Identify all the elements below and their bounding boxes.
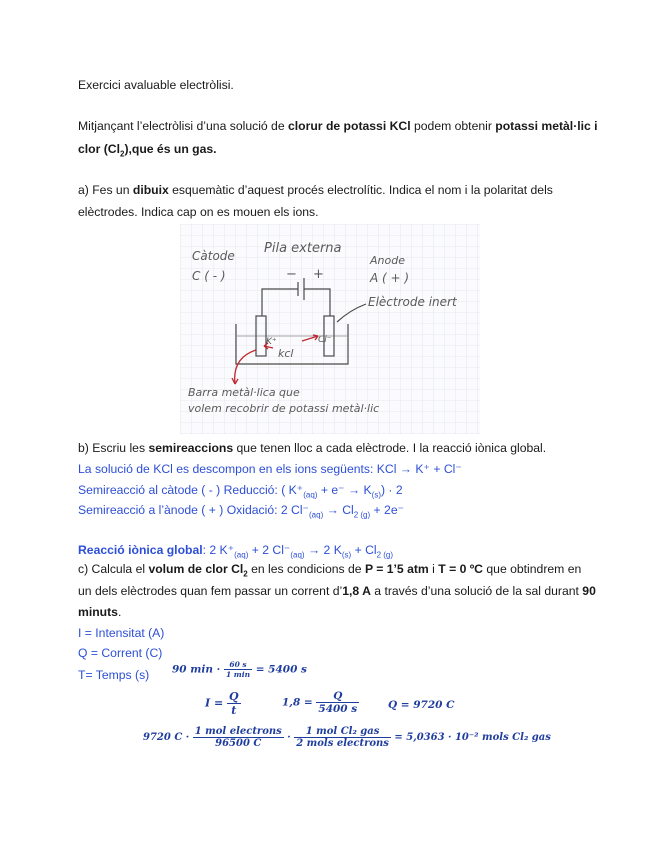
sketch-inert: Elèctrode inert bbox=[368, 295, 457, 309]
part-c-bold-1: volum de clor Cl bbox=[148, 562, 244, 576]
part-c-line-3 bbox=[78, 605, 121, 619]
part-c-l2d: 90 bbox=[582, 584, 596, 598]
time-definition: T= Temps (s) bbox=[78, 668, 150, 682]
ion-dissociation: La solució de KCl es descompon en els ions següents: KCl → K⁺ + Cl⁻ bbox=[78, 462, 462, 476]
sketch-plus: + bbox=[313, 267, 324, 282]
mol-calc-start: 9720 C · bbox=[143, 732, 190, 743]
intro-clor: clor (Cl bbox=[78, 142, 120, 156]
eq-i-fraction bbox=[227, 690, 241, 717]
part-b-line-1 bbox=[78, 441, 546, 455]
eq-i-num: Q bbox=[229, 690, 239, 703]
part-a-line-1 bbox=[78, 183, 553, 197]
time-conversion bbox=[172, 660, 307, 679]
sketch-kplus: K⁺ bbox=[266, 337, 277, 347]
eq-2-fraction bbox=[316, 690, 359, 715]
cathode-half-reaction bbox=[78, 483, 403, 500]
anode-a: Semireacció a l’ànode ( + ) Oxidació: 2 Cl⁻ bbox=[78, 503, 309, 517]
global-sub-1: (aq) bbox=[234, 550, 249, 560]
sketch-note-2: volem recobrir de potassi metàl·lic bbox=[188, 402, 380, 415]
part-c-line-2 bbox=[78, 584, 596, 598]
cathode-c: + e⁻ → K bbox=[317, 483, 372, 497]
intro-text-2: podem obtenir bbox=[410, 119, 496, 133]
part-b-text: b) Escriu les bbox=[78, 441, 149, 455]
intro-text: Mitjançant l’electròlisi d’una solució de bbox=[78, 119, 289, 133]
eq-i-den: t bbox=[231, 704, 237, 717]
part-c-bold-3: T = 0 ºC bbox=[438, 562, 483, 576]
part-a-bold: dibuix bbox=[132, 183, 169, 197]
mol-calc-f2-num: 1 mol Cl₂ gas bbox=[294, 726, 391, 738]
part-c-line-1 bbox=[78, 562, 582, 579]
intro-sub: 2 bbox=[119, 149, 125, 159]
eq-2-lhs: 1,8 = bbox=[282, 696, 313, 709]
cathode-sub-1: (aq) bbox=[303, 490, 318, 500]
anode-c: → Cl bbox=[323, 503, 354, 517]
part-c-text-4: que obtindrem en bbox=[483, 562, 582, 576]
part-c-text-3: i bbox=[428, 562, 439, 576]
mol-calc-fraction-1 bbox=[193, 726, 284, 749]
charge-definition: Q = Corrent (C) bbox=[78, 646, 163, 660]
global-c: + 2 Cl⁻ bbox=[248, 543, 291, 557]
sketch-clminus: Cl⁻ bbox=[318, 335, 332, 345]
eq-charge-result: Q = 9720 C bbox=[388, 699, 455, 711]
sketch-catode-word: Càtode bbox=[192, 249, 235, 263]
electrolysis-sketch bbox=[180, 224, 480, 434]
mol-calc-dot: · bbox=[287, 732, 291, 743]
intro-line-2 bbox=[78, 142, 217, 159]
intro-line-1 bbox=[78, 119, 598, 133]
sketch-kcl: kcl bbox=[278, 347, 294, 360]
page-title: Exercici avaluable electròlisi. bbox=[78, 78, 234, 92]
anode-sub-1: (aq) bbox=[309, 510, 324, 520]
sketch-minus: − bbox=[286, 267, 297, 282]
mol-calc-f1-num: 1 mol electrons bbox=[194, 726, 282, 737]
global-a: : 2 K⁺ bbox=[202, 543, 235, 557]
global-g: + Cl bbox=[351, 543, 377, 557]
mol-calc-result: = 5,0363 · 10⁻² mols Cl₂ gas bbox=[394, 732, 551, 743]
part-c-l2c: a través d’una solució de la sal durant bbox=[370, 584, 583, 598]
part-c-text: c) Calcula el bbox=[78, 562, 149, 576]
part-c-l3: minuts bbox=[78, 605, 118, 619]
global-reaction bbox=[78, 543, 394, 560]
part-c-sub: 2 bbox=[243, 569, 248, 579]
cathode-e: ) · 2 bbox=[380, 483, 403, 497]
time-conv-result: = 5400 s bbox=[255, 663, 307, 676]
anode-sub-2: 2 (g) bbox=[353, 510, 371, 520]
sketch-anode-sign: A ( + ) bbox=[370, 271, 410, 285]
anode-e: + 2e⁻ bbox=[370, 503, 405, 517]
eq-i-lhs: I = bbox=[205, 696, 224, 710]
mol-calculation bbox=[143, 726, 551, 749]
mol-calc-f2-den: 2 mols electrons bbox=[296, 738, 389, 749]
cathode-sub-2: (s) bbox=[371, 490, 381, 500]
mol-calc-fraction-2 bbox=[294, 726, 391, 749]
mol-calc-f1-den: 96500 C bbox=[215, 738, 262, 749]
eq-2-num: Q bbox=[316, 690, 359, 703]
part-b-bold: semireaccions bbox=[148, 441, 234, 455]
intro-bold-potassi: potassi metàl·lic i bbox=[495, 119, 598, 133]
part-c-l2a: un dels elèctrodes quan fem passar un corrent d’ bbox=[78, 584, 343, 598]
time-conv-den: 1 min bbox=[225, 670, 251, 679]
eq-substitution bbox=[282, 690, 359, 715]
eq-intensity bbox=[205, 690, 241, 717]
eq-2-den: 5400 s bbox=[318, 703, 358, 715]
part-c-l2b: 1,8 A bbox=[342, 584, 371, 598]
intro-bold-kcl: clorur de potassi KCl bbox=[288, 119, 411, 133]
part-c-l3end: . bbox=[117, 605, 122, 619]
sketch-catode-sign: C ( - ) bbox=[192, 269, 226, 283]
part-a-text-2: esquemàtic d’aquest procés electrolític. Indica el nom i la polaritat dels bbox=[168, 183, 553, 197]
part-c-bold-2: P = 1’5 atm bbox=[364, 562, 429, 576]
global-sub-3: (s) bbox=[341, 550, 352, 560]
intro-gas: ),que és un gas. bbox=[124, 142, 217, 156]
part-a-line-2: elèctrodes. Indica cap on es mouen els ions. bbox=[78, 205, 319, 219]
global-sub-4: 2 (g) bbox=[376, 550, 394, 560]
intensity-definition: I = Intensitat (A) bbox=[78, 626, 165, 640]
part-b-text-2: que tenen lloc a cada elèctrode. I la reacció iònica global. bbox=[233, 441, 547, 455]
time-conv-fraction bbox=[224, 660, 252, 679]
anode-half-reaction bbox=[78, 503, 405, 520]
time-conv-a: 90 min · bbox=[172, 663, 221, 676]
part-a-text: a) Fes un bbox=[78, 183, 133, 197]
global-e: → 2 K bbox=[304, 543, 342, 557]
part-c-text-2: en les condicions de bbox=[247, 562, 365, 576]
sketch-pila: Pila externa bbox=[264, 241, 342, 256]
sketch-anode-word: Anode bbox=[370, 254, 405, 267]
cathode-a: Semireacció al càtode ( - ) Reducció: ( K⁺ bbox=[78, 483, 304, 497]
time-conv-num: 60 s bbox=[224, 660, 252, 670]
sketch-note-1: Barra metàl·lica que bbox=[188, 386, 300, 399]
global-label: Reacció iònica global bbox=[78, 543, 203, 557]
global-sub-2: (aq) bbox=[290, 550, 305, 560]
